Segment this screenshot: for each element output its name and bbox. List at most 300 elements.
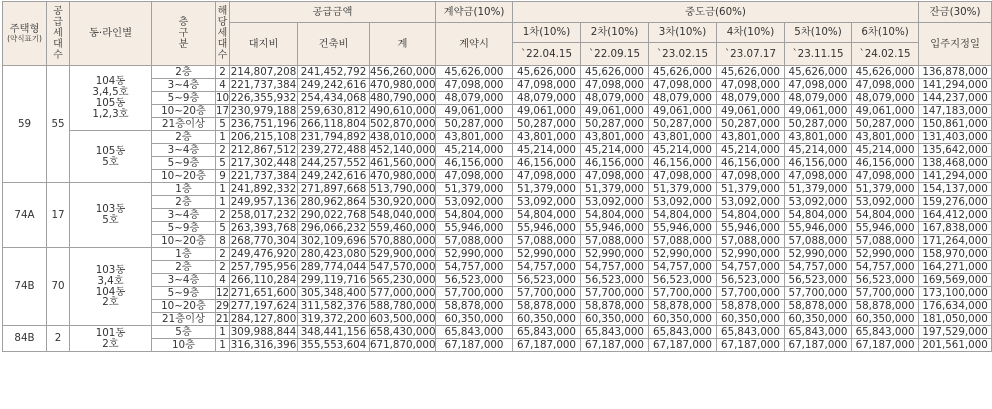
land-cell: 221,737,384 xyxy=(230,169,297,182)
header-dong-line: 동·라인별 xyxy=(70,2,152,66)
deposit-cell: 52,990,000 xyxy=(436,248,513,261)
installment-cell: 55,946,000 xyxy=(717,222,785,235)
deposit-cell: 56,523,000 xyxy=(436,274,513,287)
installment-cell: 57,700,000 xyxy=(717,287,785,300)
building-cell: 296,066,232 xyxy=(298,222,370,235)
installment-cell: 56,523,000 xyxy=(581,274,649,287)
table-row xyxy=(3,183,992,196)
land-cell: 284,127,800 xyxy=(230,312,297,325)
installment-cell: 56,523,000 xyxy=(513,274,581,287)
installment-cell: 67,187,000 xyxy=(717,339,785,352)
header-land: 대지비 xyxy=(230,23,298,66)
table-row xyxy=(3,105,992,118)
building-cell: 266,118,804 xyxy=(298,118,370,131)
dong-line-text: 1,2,3호 xyxy=(92,107,129,120)
balance-cell: 164,271,000 xyxy=(919,261,992,274)
installment-cell: 49,061,000 xyxy=(717,105,785,118)
units-cell: 1 xyxy=(216,196,230,209)
total-cell: 456,260,000 xyxy=(370,65,436,78)
balance-cell: 167,838,000 xyxy=(919,222,992,235)
building-cell: 259,630,812 xyxy=(298,105,370,118)
installment-cell: 55,946,000 xyxy=(649,222,717,235)
installment-cell: 65,843,000 xyxy=(581,326,649,339)
installment-cell: 51,379,000 xyxy=(717,183,785,196)
installment-cell: 58,878,000 xyxy=(649,300,717,313)
building-cell: 241,452,792 xyxy=(298,66,370,79)
total-cell: 452,140,000 xyxy=(370,143,436,156)
header-installment-label: 3차(10%) xyxy=(649,23,717,43)
building-cell: 355,553,604 xyxy=(298,339,370,352)
type-cell: 84B xyxy=(3,326,47,352)
total-cell: 570,880,000 xyxy=(370,234,436,247)
installment-cell: 54,757,000 xyxy=(785,261,852,274)
land-cell: 217,302,448 xyxy=(230,156,297,169)
building-cell: 239,272,488 xyxy=(298,144,370,157)
land-cell: 241,892,332 xyxy=(230,182,297,195)
header-supply-units: 공급세대수 xyxy=(47,2,70,66)
installment-cell: 45,214,000 xyxy=(581,144,649,157)
installment-cell: 54,804,000 xyxy=(852,209,919,222)
header-installment-date: `22.09.15 xyxy=(581,43,649,66)
land-cell: 221,737,384 xyxy=(230,78,297,91)
units-cell: 2 xyxy=(216,209,230,222)
header-units: 해당세대수 xyxy=(216,2,230,66)
deposit-cell: 53,092,000 xyxy=(436,196,513,209)
installment-cell: 52,990,000 xyxy=(513,248,581,261)
total-cell: 547,570,000 xyxy=(370,260,436,273)
dong-line-text: 104동 xyxy=(95,285,126,298)
land-cell: 263,393,768 xyxy=(230,221,297,234)
installment-cell: 65,843,000 xyxy=(649,326,717,339)
table-row xyxy=(3,248,992,261)
installment-cell: 53,092,000 xyxy=(785,196,852,209)
installment-cell: 56,523,000 xyxy=(785,274,852,287)
installment-cell: 57,088,000 xyxy=(513,235,581,248)
deposit-cell: 51,379,000 xyxy=(436,183,513,196)
table-row xyxy=(3,144,992,157)
floor-cell: 5~9층 xyxy=(152,222,216,235)
total-cell: 603,500,000 xyxy=(370,312,436,325)
table-body xyxy=(3,66,992,352)
installment-cell: 47,098,000 xyxy=(717,170,785,183)
installment-cell: 57,088,000 xyxy=(785,235,852,248)
land-cell: 316,316,396 xyxy=(230,338,297,351)
installment-cell: 47,098,000 xyxy=(785,79,852,92)
installment-cell: 54,804,000 xyxy=(785,209,852,222)
installment-cell: 48,079,000 xyxy=(785,92,852,105)
floor-cell: 2층 xyxy=(152,261,216,274)
dong-line-cell xyxy=(70,326,152,352)
type-cell: 74B xyxy=(3,248,47,326)
land-cell: 249,476,920 xyxy=(230,247,297,260)
header-installment-label: 1차(10%) xyxy=(513,23,581,43)
installment-cell: 58,878,000 xyxy=(513,300,581,313)
balance-cell: 138,468,000 xyxy=(919,157,992,170)
installment-cell: 54,804,000 xyxy=(649,209,717,222)
total-cell: 461,560,000 xyxy=(370,156,436,169)
floor-cell: 2층 xyxy=(152,196,216,209)
building-cell: 305,348,400 xyxy=(298,287,370,300)
installment-cell: 51,379,000 xyxy=(852,183,919,196)
installment-cell: 60,350,000 xyxy=(717,313,785,326)
installment-cell: 47,098,000 xyxy=(513,79,581,92)
installment-cell: 58,878,000 xyxy=(717,300,785,313)
installment-cell: 47,098,000 xyxy=(852,79,919,92)
installment-cell: 49,061,000 xyxy=(649,105,717,118)
deposit-cell: 49,061,000 xyxy=(436,105,513,118)
table-row xyxy=(3,300,992,313)
balance-cell: 141,294,000 xyxy=(919,170,992,183)
floor-cell: 21층이상 xyxy=(152,118,216,131)
balance-cell: 171,264,000 xyxy=(919,235,992,248)
installment-cell: 60,350,000 xyxy=(649,313,717,326)
units-cell: 2 xyxy=(216,66,230,79)
table-row xyxy=(3,79,992,92)
header-middle: 중도금(60%) xyxy=(513,2,919,23)
balance-cell: 135,642,000 xyxy=(919,144,992,157)
dong-line-cell xyxy=(70,131,152,183)
balance-cell: 159,276,000 xyxy=(919,196,992,209)
floor-cell: 1층 xyxy=(152,248,216,261)
installment-cell: 54,757,000 xyxy=(581,261,649,274)
installment-cell: 55,946,000 xyxy=(852,222,919,235)
header-installment-date: `22.04.15 xyxy=(513,43,581,66)
land-cell: 230,979,188 xyxy=(230,104,297,117)
land-cell: 236,751,196 xyxy=(230,117,297,130)
installment-cell: 54,757,000 xyxy=(852,261,919,274)
installment-cell: 45,626,000 xyxy=(581,66,649,79)
installment-cell: 49,061,000 xyxy=(513,105,581,118)
units-cell: 12 xyxy=(216,286,230,299)
balance-cell: 201,561,000 xyxy=(919,339,992,352)
installment-cell: 43,801,000 xyxy=(581,131,649,144)
installment-cell: 46,156,000 xyxy=(513,157,581,170)
installment-cell: 60,350,000 xyxy=(513,313,581,326)
installment-cell: 47,098,000 xyxy=(717,79,785,92)
installment-cell: 57,700,000 xyxy=(513,287,581,300)
total-cell: 548,040,000 xyxy=(370,208,436,221)
installment-cell: 46,156,000 xyxy=(649,157,717,170)
units-cell: 4 xyxy=(216,274,230,287)
balance-cell: 173,100,000 xyxy=(919,287,992,300)
building-cell: 311,582,376 xyxy=(298,300,370,313)
installment-cell: 54,804,000 xyxy=(581,209,649,222)
land-cell: 257,795,956 xyxy=(230,260,297,273)
building-cell: 271,897,668 xyxy=(298,183,370,196)
deposit-cell: 50,287,000 xyxy=(436,118,513,131)
installment-cell: 53,092,000 xyxy=(649,196,717,209)
dong-line-cell xyxy=(70,183,152,248)
deposit-cell: 60,350,000 xyxy=(436,313,513,326)
table-row xyxy=(3,339,992,352)
deposit-cell: 48,079,000 xyxy=(436,92,513,105)
land-cell: 277,197,624 xyxy=(230,299,297,312)
land-cell: 226,355,932 xyxy=(230,91,297,104)
installment-cell: 45,214,000 xyxy=(513,144,581,157)
floor-cell: 3~4층 xyxy=(152,79,216,92)
deposit-cell: 57,700,000 xyxy=(436,287,513,300)
total-cell: 480,790,000 xyxy=(370,91,436,104)
installment-cell: 65,843,000 xyxy=(785,326,852,339)
installment-cell: 65,843,000 xyxy=(852,326,919,339)
installment-cell: 56,523,000 xyxy=(717,274,785,287)
building-cell: 231,794,892 xyxy=(298,131,370,144)
installment-cell: 67,187,000 xyxy=(785,339,852,352)
installment-cell: 48,079,000 xyxy=(581,92,649,105)
installment-cell: 46,156,000 xyxy=(717,157,785,170)
table-row xyxy=(3,66,992,79)
floor-cell: 5~9층 xyxy=(152,92,216,105)
units-cell: 1 xyxy=(216,339,230,352)
units-cell: 1 xyxy=(216,326,230,339)
building-cell: 348,441,156 xyxy=(298,326,370,339)
balance-cell: 131,403,000 xyxy=(919,131,992,144)
total-cell: 671,870,000 xyxy=(370,338,436,351)
dong-line-text: 105동 xyxy=(95,97,126,109)
units-cell: 1 xyxy=(216,183,230,196)
installment-cell: 47,098,000 xyxy=(581,79,649,92)
installment-cell: 52,990,000 xyxy=(649,248,717,261)
building-cell: 289,774,044 xyxy=(298,261,370,274)
installment-cell: 57,700,000 xyxy=(852,287,919,300)
units-cell: 5 xyxy=(216,118,230,131)
installment-cell: 47,098,000 xyxy=(649,170,717,183)
table-row xyxy=(3,118,992,131)
floor-cell: 1층 xyxy=(152,183,216,196)
floor-cell: 10~20층 xyxy=(152,170,216,183)
floor-cell: 3~4층 xyxy=(152,209,216,222)
total-cell: 577,000,000 xyxy=(370,286,436,299)
installment-cell: 45,214,000 xyxy=(852,144,919,157)
deposit-cell: 47,098,000 xyxy=(436,79,513,92)
total-cell: 470,980,000 xyxy=(370,78,436,91)
deposit-cell: 57,088,000 xyxy=(436,235,513,248)
installment-cell: 48,079,000 xyxy=(717,92,785,105)
units-cell: 9 xyxy=(216,170,230,183)
floor-cell: 10~20층 xyxy=(152,235,216,248)
installment-cell: 58,878,000 xyxy=(785,300,852,313)
installment-cell: 48,079,000 xyxy=(513,92,581,105)
units-cell: 21 xyxy=(216,312,230,325)
installment-cell: 58,878,000 xyxy=(581,300,649,313)
units-cell: 2 xyxy=(216,261,230,274)
land-cell: 268,770,304 xyxy=(230,234,297,247)
installment-cell: 43,801,000 xyxy=(513,131,581,144)
building-cell: 290,022,768 xyxy=(298,209,370,222)
installment-cell: 49,061,000 xyxy=(581,105,649,118)
header-deposit: 계약금(10%) xyxy=(436,2,513,23)
installment-cell: 65,843,000 xyxy=(513,326,581,339)
installment-cell: 45,626,000 xyxy=(785,66,852,79)
balance-cell: 197,529,000 xyxy=(919,326,992,339)
dong-line-text: 104동 xyxy=(95,75,126,88)
building-cell: 280,423,080 xyxy=(298,248,370,261)
balance-cell: 158,970,000 xyxy=(919,248,992,261)
installment-cell: 48,079,000 xyxy=(649,92,717,105)
table-row xyxy=(3,157,992,170)
installment-cell: 45,214,000 xyxy=(649,144,717,157)
deposit-cell: 54,757,000 xyxy=(436,261,513,274)
table-row xyxy=(3,235,992,248)
installment-cell: 57,088,000 xyxy=(852,235,919,248)
installment-cell: 67,187,000 xyxy=(649,339,717,352)
supply-units-cell: 55 xyxy=(47,66,70,183)
balance-cell: 169,569,000 xyxy=(919,274,992,287)
installment-cell: 49,061,000 xyxy=(852,105,919,118)
installment-cell: 55,946,000 xyxy=(581,222,649,235)
balance-cell: 181,050,000 xyxy=(919,313,992,326)
dong-line-text: 103동 xyxy=(95,203,126,216)
installment-cell: 47,098,000 xyxy=(581,170,649,183)
table-row xyxy=(3,170,992,183)
installment-cell: 56,523,000 xyxy=(649,274,717,287)
land-cell: 266,110,284 xyxy=(230,273,297,286)
supply-units-cell: 17 xyxy=(47,183,70,248)
installment-cell: 57,700,000 xyxy=(649,287,717,300)
land-cell: 258,017,232 xyxy=(230,208,297,221)
deposit-cell: 55,946,000 xyxy=(436,222,513,235)
units-cell: 4 xyxy=(216,79,230,92)
installment-cell: 60,350,000 xyxy=(785,313,852,326)
land-cell: 214,807,208 xyxy=(230,65,297,78)
supply-units-cell: 2 xyxy=(47,326,70,352)
installment-cell: 45,214,000 xyxy=(717,144,785,157)
installment-cell: 46,156,000 xyxy=(785,157,852,170)
units-cell: 8 xyxy=(216,235,230,248)
installment-cell: 51,379,000 xyxy=(581,183,649,196)
installment-cell: 54,804,000 xyxy=(717,209,785,222)
balance-cell: 154,137,000 xyxy=(919,183,992,196)
floor-cell: 2층 xyxy=(152,131,216,144)
deposit-cell: 67,187,000 xyxy=(436,339,513,352)
balance-cell: 150,861,000 xyxy=(919,118,992,131)
deposit-cell: 58,878,000 xyxy=(436,300,513,313)
building-cell: 254,434,068 xyxy=(298,92,370,105)
dong-line-text: 105동 xyxy=(95,144,126,157)
floor-cell: 10~20층 xyxy=(152,105,216,118)
units-cell: 17 xyxy=(216,104,230,117)
installment-cell: 57,088,000 xyxy=(717,235,785,248)
installment-cell: 46,156,000 xyxy=(581,157,649,170)
floor-cell: 21층이상 xyxy=(152,313,216,326)
floor-cell: 5~9층 xyxy=(152,157,216,170)
header-type: 주택형 (약식표기) xyxy=(3,2,47,66)
installment-cell: 58,878,000 xyxy=(852,300,919,313)
balance-cell: 176,634,000 xyxy=(919,300,992,313)
installment-cell: 57,700,000 xyxy=(785,287,852,300)
dong-line-text: 2호 xyxy=(102,337,119,350)
installment-cell: 57,700,000 xyxy=(581,287,649,300)
installment-cell: 45,626,000 xyxy=(513,66,581,79)
installment-cell: 53,092,000 xyxy=(581,196,649,209)
installment-cell: 47,098,000 xyxy=(785,170,852,183)
building-cell: 280,962,864 xyxy=(298,196,370,209)
balance-cell: 147,183,000 xyxy=(919,105,992,118)
table-row xyxy=(3,131,992,144)
installment-cell: 55,946,000 xyxy=(785,222,852,235)
building-cell: 249,242,616 xyxy=(298,79,370,92)
deposit-cell: 47,098,000 xyxy=(436,170,513,183)
deposit-cell: 43,801,000 xyxy=(436,131,513,144)
balance-cell: 164,412,000 xyxy=(919,209,992,222)
dong-line-text: 5호 xyxy=(102,214,119,226)
land-cell: 212,867,512 xyxy=(230,143,297,156)
table-row xyxy=(3,274,992,287)
installment-cell: 46,156,000 xyxy=(852,157,919,170)
dong-line-cell xyxy=(70,248,152,326)
table-row xyxy=(3,196,992,209)
deposit-cell: 65,843,000 xyxy=(436,326,513,339)
table-row xyxy=(3,261,992,274)
header-floor: 층구분 xyxy=(152,2,216,66)
balance-cell: 136,878,000 xyxy=(919,66,992,79)
total-cell: 588,780,000 xyxy=(370,299,436,312)
installment-cell: 55,946,000 xyxy=(513,222,581,235)
installment-cell: 49,061,000 xyxy=(785,105,852,118)
floor-cell: 2층 xyxy=(152,66,216,79)
floor-cell: 5층 xyxy=(152,326,216,339)
installment-cell: 47,098,000 xyxy=(649,79,717,92)
installment-cell: 50,287,000 xyxy=(581,118,649,131)
installment-cell: 56,523,000 xyxy=(852,274,919,287)
installment-cell: 47,098,000 xyxy=(852,170,919,183)
header-balance-sub: 입주지정일 xyxy=(919,23,992,66)
installment-cell: 50,287,000 xyxy=(785,118,852,131)
dong-line-cell xyxy=(70,66,152,131)
installment-cell: 50,287,000 xyxy=(852,118,919,131)
installment-cell: 50,287,000 xyxy=(717,118,785,131)
installment-cell: 54,757,000 xyxy=(717,261,785,274)
header-installment-date: `23.07.17 xyxy=(717,43,785,66)
type-cell: 74A xyxy=(3,183,47,248)
dong-line-text: 5호 xyxy=(102,155,119,168)
deposit-cell: 54,804,000 xyxy=(436,209,513,222)
installment-cell: 48,079,000 xyxy=(852,92,919,105)
header-installment-date: `24.02.15 xyxy=(852,43,919,66)
units-cell: 5 xyxy=(216,157,230,170)
installment-cell: 53,092,000 xyxy=(513,196,581,209)
land-cell: 271,651,600 xyxy=(230,286,297,299)
installment-cell: 43,801,000 xyxy=(649,131,717,144)
installment-cell: 52,990,000 xyxy=(717,248,785,261)
units-cell: 10 xyxy=(216,91,230,104)
total-cell: 565,230,000 xyxy=(370,273,436,286)
header-installment-date: `23.11.15 xyxy=(785,43,852,66)
building-cell: 249,242,616 xyxy=(298,170,370,183)
installment-cell: 67,187,000 xyxy=(581,339,649,352)
table-row xyxy=(3,313,992,326)
installment-cell: 43,801,000 xyxy=(852,131,919,144)
building-cell: 319,372,200 xyxy=(298,313,370,326)
installment-cell: 47,098,000 xyxy=(513,170,581,183)
land-cell: 309,988,844 xyxy=(230,325,297,338)
dong-line-text: 3,4,5호 xyxy=(92,86,129,99)
installment-cell: 45,626,000 xyxy=(852,66,919,79)
header-installment-label: 5차(10%) xyxy=(785,23,852,43)
header-supply-amount: 공급금액 xyxy=(230,2,436,23)
header-deposit-sub: 계약시 xyxy=(436,23,513,66)
installment-cell: 43,801,000 xyxy=(785,131,852,144)
installment-cell: 52,990,000 xyxy=(785,248,852,261)
installment-cell: 54,757,000 xyxy=(649,261,717,274)
total-cell: 490,610,000 xyxy=(370,104,436,117)
table-header xyxy=(3,2,992,66)
installment-cell: 53,092,000 xyxy=(717,196,785,209)
installment-cell: 67,187,000 xyxy=(852,339,919,352)
type-cell: 59 xyxy=(3,66,47,183)
total-cell: 530,920,000 xyxy=(370,195,436,208)
installment-cell: 50,287,000 xyxy=(649,118,717,131)
